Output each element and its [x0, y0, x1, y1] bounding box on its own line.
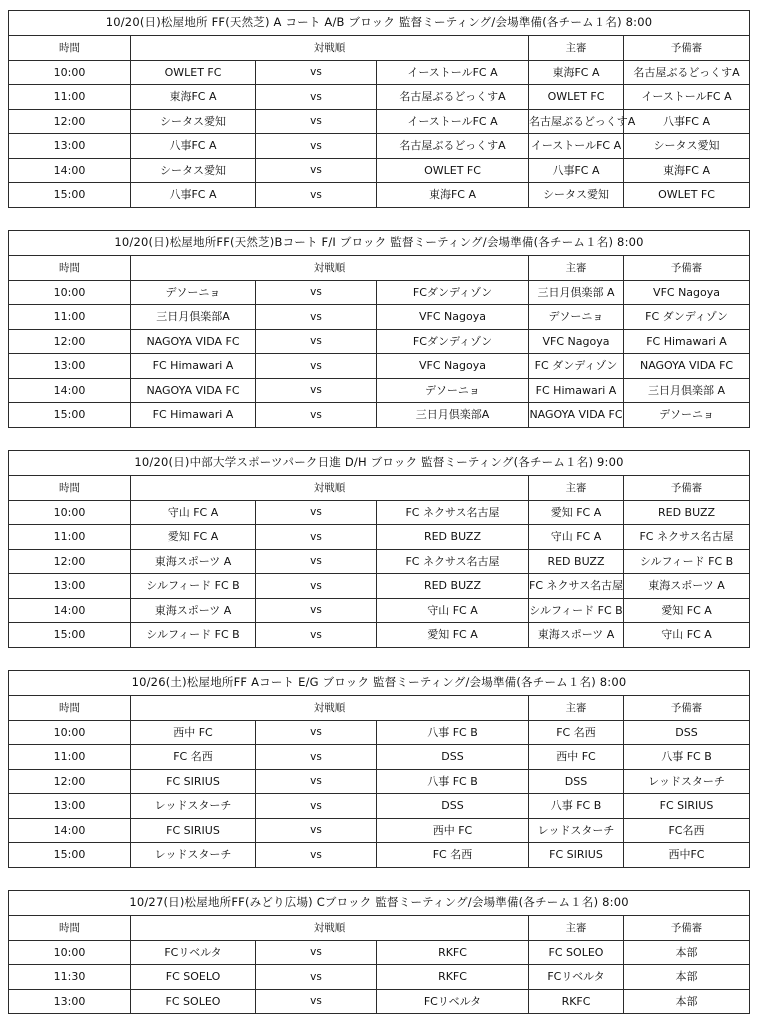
match-time: 13:00 — [9, 989, 131, 1014]
vs-label: vs — [256, 525, 377, 550]
header-matchup: 対戦順 — [131, 476, 529, 501]
vs-label: vs — [256, 158, 377, 183]
match-time: 10:00 — [9, 940, 131, 965]
reserve-referee-team: 守山 FC A — [624, 623, 750, 648]
match-row — [9, 965, 750, 990]
reserve-referee-team: NAGOYA VIDA FC — [624, 354, 750, 379]
header-referee: 主審 — [529, 916, 624, 941]
header-reserve: 予備審 — [624, 36, 750, 61]
section-title: 10/20(日)中部大学スポーツパーク日進 D/H ブロック 監督ミーティング(各チーム１名) 9:00 — [9, 451, 750, 476]
match-row — [9, 769, 750, 794]
away-team: RED BUZZ — [377, 525, 529, 550]
home-team: OWLET FC — [131, 60, 256, 85]
vs-label: vs — [256, 574, 377, 599]
referee-team: 三日月倶楽部 A — [529, 280, 624, 305]
away-team: FC 名西 — [377, 843, 529, 868]
vs-label: vs — [256, 109, 377, 134]
away-team: 愛知 FC A — [377, 623, 529, 648]
away-team: FCリベルタ — [377, 989, 529, 1014]
away-team: 名古屋ぶるどっくすA — [377, 85, 529, 110]
match-time: 12:00 — [9, 549, 131, 574]
referee-team: FC ダンディゾン — [529, 354, 624, 379]
reserve-referee-team: OWLET FC — [624, 183, 750, 208]
reserve-referee-team: FC SIRIUS — [624, 794, 750, 819]
section-title: 10/26(土)松屋地所FF Aコート E/G ブロック 監督ミーティング/会場準備(各チーム１名) 8:00 — [9, 671, 750, 696]
match-time: 13:00 — [9, 354, 131, 379]
away-team: 東海FC A — [377, 183, 529, 208]
header-time: 時間 — [9, 916, 131, 941]
header-reserve: 予備審 — [624, 916, 750, 941]
header-matchup: 対戦順 — [131, 36, 529, 61]
section-title: 10/20(日)松屋地所 FF(天然芝) A コート A/B ブロック 監督ミーティング/会場準備(各チーム１名) 8:00 — [9, 11, 750, 36]
match-time: 11:00 — [9, 525, 131, 550]
match-row — [9, 354, 750, 379]
home-team: シルフィード FC B — [131, 623, 256, 648]
vs-label: vs — [256, 134, 377, 159]
home-team: デソーニョ — [131, 280, 256, 305]
away-team: DSS — [377, 794, 529, 819]
match-time: 10:00 — [9, 60, 131, 85]
referee-team: イーストールFC A — [529, 134, 624, 159]
away-team: デソーニョ — [377, 378, 529, 403]
reserve-referee-team: デソーニョ — [624, 403, 750, 428]
referee-team: FC 名西 — [529, 720, 624, 745]
reserve-referee-team: 西中FC — [624, 843, 750, 868]
header-reserve: 予備審 — [624, 256, 750, 281]
away-team: イーストールFC A — [377, 60, 529, 85]
match-row — [9, 623, 750, 648]
reserve-referee-team: 八事 FC B — [624, 745, 750, 770]
vs-label: vs — [256, 549, 377, 574]
match-time: 15:00 — [9, 623, 131, 648]
reserve-referee-team: シータス愛知 — [624, 134, 750, 159]
referee-team: レッドスターチ — [529, 818, 624, 843]
referee-team: RED BUZZ — [529, 549, 624, 574]
match-row — [9, 720, 750, 745]
reserve-referee-team: 愛知 FC A — [624, 598, 750, 623]
reserve-referee-team: 本部 — [624, 989, 750, 1014]
home-team: NAGOYA VIDA FC — [131, 378, 256, 403]
vs-label: vs — [256, 305, 377, 330]
reserve-referee-team: 本部 — [624, 940, 750, 965]
home-team: FC 名西 — [131, 745, 256, 770]
header-referee: 主審 — [529, 696, 624, 721]
match-time: 11:00 — [9, 745, 131, 770]
match-time: 12:00 — [9, 109, 131, 134]
referee-team: FC ネクサス名古屋 — [529, 574, 624, 599]
reserve-referee-team: シルフィード FC B — [624, 549, 750, 574]
away-team: 守山 FC A — [377, 598, 529, 623]
referee-team: シータス愛知 — [529, 183, 624, 208]
away-team: 三日月倶楽部A — [377, 403, 529, 428]
referee-team: NAGOYA VIDA FC — [529, 403, 624, 428]
vs-label: vs — [256, 500, 377, 525]
home-team: 西中 FC — [131, 720, 256, 745]
match-row — [9, 134, 750, 159]
reserve-referee-team: 本部 — [624, 965, 750, 990]
home-team: 東海スポーツ A — [131, 549, 256, 574]
away-team: DSS — [377, 745, 529, 770]
match-row — [9, 549, 750, 574]
home-team: 愛知 FC A — [131, 525, 256, 550]
referee-team: FC SOLEO — [529, 940, 624, 965]
match-time: 12:00 — [9, 769, 131, 794]
match-row — [9, 574, 750, 599]
away-team: FC ネクサス名古屋 — [377, 549, 529, 574]
section-title: 10/20(日)松屋地所FF(天然芝)Bコート F/I ブロック 監督ミーティング/会場準備(各チーム１名) 8:00 — [9, 231, 750, 256]
match-time: 14:00 — [9, 598, 131, 623]
referee-team: 東海スポーツ A — [529, 623, 624, 648]
match-time: 10:00 — [9, 280, 131, 305]
vs-label: vs — [256, 354, 377, 379]
home-team: FC SOLEO — [131, 989, 256, 1014]
away-team: VFC Nagoya — [377, 354, 529, 379]
away-team: 八事 FC B — [377, 769, 529, 794]
match-row — [9, 158, 750, 183]
section-title: 10/27(日)松屋地所FF(みどり広場) Cブロック 監督ミーティング/会場準備(各チーム１名) 8:00 — [9, 891, 750, 916]
home-team: 東海FC A — [131, 85, 256, 110]
match-time: 10:00 — [9, 500, 131, 525]
home-team: レッドスターチ — [131, 794, 256, 819]
match-row — [9, 598, 750, 623]
away-team: 名古屋ぶるどっくすA — [377, 134, 529, 159]
vs-label: vs — [256, 940, 377, 965]
reserve-referee-team: RED BUZZ — [624, 500, 750, 525]
reserve-referee-team: 東海スポーツ A — [624, 574, 750, 599]
reserve-referee-team: FC名西 — [624, 818, 750, 843]
vs-label: vs — [256, 745, 377, 770]
match-time: 11:00 — [9, 305, 131, 330]
schedule-table-1 — [8, 10, 750, 208]
vs-label: vs — [256, 843, 377, 868]
vs-label: vs — [256, 769, 377, 794]
away-team: 西中 FC — [377, 818, 529, 843]
away-team: FCダンディゾン — [377, 280, 529, 305]
vs-label: vs — [256, 965, 377, 990]
home-team: FCリベルタ — [131, 940, 256, 965]
vs-label: vs — [256, 403, 377, 428]
match-time: 15:00 — [9, 183, 131, 208]
match-row — [9, 109, 750, 134]
away-team: RED BUZZ — [377, 574, 529, 599]
referee-team: シルフィード FC B — [529, 598, 624, 623]
vs-label: vs — [256, 60, 377, 85]
reserve-referee-team: 八事FC A — [624, 109, 750, 134]
home-team: 八事FC A — [131, 183, 256, 208]
referee-team: VFC Nagoya — [529, 329, 624, 354]
match-row — [9, 525, 750, 550]
match-time: 13:00 — [9, 574, 131, 599]
away-team: 八事 FC B — [377, 720, 529, 745]
match-row — [9, 794, 750, 819]
match-time: 13:00 — [9, 134, 131, 159]
home-team: シータス愛知 — [131, 158, 256, 183]
away-team: RKFC — [377, 940, 529, 965]
schedule-table-3 — [8, 450, 750, 648]
header-matchup: 対戦順 — [131, 916, 529, 941]
match-row — [9, 378, 750, 403]
home-team: 三日月倶楽部A — [131, 305, 256, 330]
match-row — [9, 940, 750, 965]
header-referee: 主審 — [529, 36, 624, 61]
match-time: 11:30 — [9, 965, 131, 990]
home-team: FC Himawari A — [131, 403, 256, 428]
match-row — [9, 329, 750, 354]
referee-team: 名古屋ぶるどっくすA — [529, 109, 624, 134]
away-team: OWLET FC — [377, 158, 529, 183]
header-referee: 主審 — [529, 256, 624, 281]
header-reserve: 予備審 — [624, 696, 750, 721]
header-time: 時間 — [9, 256, 131, 281]
referee-team: 西中 FC — [529, 745, 624, 770]
header-matchup: 対戦順 — [131, 696, 529, 721]
vs-label: vs — [256, 818, 377, 843]
referee-team: FC Himawari A — [529, 378, 624, 403]
vs-label: vs — [256, 85, 377, 110]
vs-label: vs — [256, 280, 377, 305]
match-time: 14:00 — [9, 378, 131, 403]
reserve-referee-team: 三日月倶楽部 A — [624, 378, 750, 403]
header-time: 時間 — [9, 696, 131, 721]
match-row — [9, 280, 750, 305]
home-team: シルフィード FC B — [131, 574, 256, 599]
home-team: 守山 FC A — [131, 500, 256, 525]
referee-team: OWLET FC — [529, 85, 624, 110]
away-team: RKFC — [377, 965, 529, 990]
match-row — [9, 183, 750, 208]
header-time: 時間 — [9, 36, 131, 61]
match-time: 14:00 — [9, 818, 131, 843]
vs-label: vs — [256, 623, 377, 648]
match-row — [9, 85, 750, 110]
match-row — [9, 818, 750, 843]
match-row — [9, 305, 750, 330]
vs-label: vs — [256, 183, 377, 208]
match-time: 15:00 — [9, 403, 131, 428]
away-team: FC ネクサス名古屋 — [377, 500, 529, 525]
home-team: FC Himawari A — [131, 354, 256, 379]
reserve-referee-team: 東海FC A — [624, 158, 750, 183]
match-time: 14:00 — [9, 158, 131, 183]
away-team: VFC Nagoya — [377, 305, 529, 330]
home-team: FC SOELO — [131, 965, 256, 990]
home-team: レッドスターチ — [131, 843, 256, 868]
reserve-referee-team: イーストールFC A — [624, 85, 750, 110]
reserve-referee-team: DSS — [624, 720, 750, 745]
referee-team: DSS — [529, 769, 624, 794]
match-row — [9, 843, 750, 868]
home-team: FC SIRIUS — [131, 769, 256, 794]
match-row — [9, 500, 750, 525]
match-time: 13:00 — [9, 794, 131, 819]
vs-label: vs — [256, 378, 377, 403]
referee-team: FC SIRIUS — [529, 843, 624, 868]
reserve-referee-team: FC ネクサス名古屋 — [624, 525, 750, 550]
vs-label: vs — [256, 329, 377, 354]
vs-label: vs — [256, 720, 377, 745]
vs-label: vs — [256, 598, 377, 623]
away-team: FCダンディゾン — [377, 329, 529, 354]
match-time: 12:00 — [9, 329, 131, 354]
home-team: FC SIRIUS — [131, 818, 256, 843]
home-team: 東海スポーツ A — [131, 598, 256, 623]
reserve-referee-team: レッドスターチ — [624, 769, 750, 794]
home-team: NAGOYA VIDA FC — [131, 329, 256, 354]
referee-team: 守山 FC A — [529, 525, 624, 550]
referee-team: デソーニョ — [529, 305, 624, 330]
vs-label: vs — [256, 794, 377, 819]
referee-team: 東海FC A — [529, 60, 624, 85]
header-matchup: 対戦順 — [131, 256, 529, 281]
referee-team: 愛知 FC A — [529, 500, 624, 525]
header-time: 時間 — [9, 476, 131, 501]
match-row — [9, 60, 750, 85]
match-time: 10:00 — [9, 720, 131, 745]
home-team: 八事FC A — [131, 134, 256, 159]
schedule-table-5 — [8, 890, 750, 1014]
home-team: シータス愛知 — [131, 109, 256, 134]
header-reserve: 予備審 — [624, 476, 750, 501]
reserve-referee-team: 名古屋ぶるどっくすA — [624, 60, 750, 85]
away-team: イーストールFC A — [377, 109, 529, 134]
referee-team: 八事FC A — [529, 158, 624, 183]
referee-team: 八事 FC B — [529, 794, 624, 819]
schedule-table-2 — [8, 230, 750, 428]
reserve-referee-team: FC Himawari A — [624, 329, 750, 354]
match-row — [9, 745, 750, 770]
schedule-table-4 — [8, 670, 750, 868]
match-row — [9, 403, 750, 428]
match-time: 11:00 — [9, 85, 131, 110]
match-row — [9, 989, 750, 1014]
header-referee: 主審 — [529, 476, 624, 501]
vs-label: vs — [256, 989, 377, 1014]
reserve-referee-team: FC ダンディゾン — [624, 305, 750, 330]
match-time: 15:00 — [9, 843, 131, 868]
referee-team: FCリベルタ — [529, 965, 624, 990]
reserve-referee-team: VFC Nagoya — [624, 280, 750, 305]
referee-team: RKFC — [529, 989, 624, 1014]
